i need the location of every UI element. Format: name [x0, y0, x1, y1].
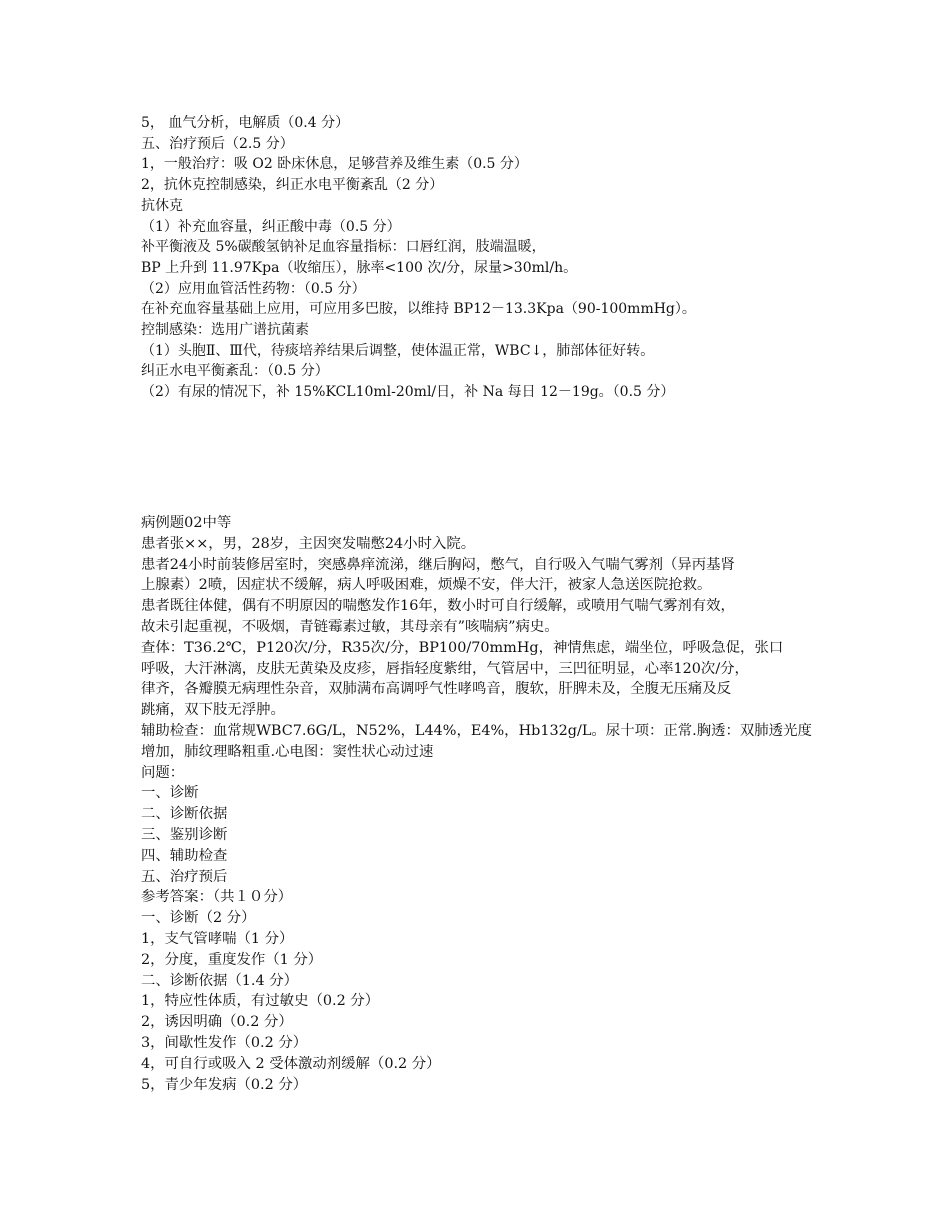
- text-line: 纠正水电平衡紊乱：（0.5 分）: [141, 363, 329, 380]
- text-line: 二、诊断依据（1.4 分）: [141, 972, 298, 989]
- text-line: 故未引起重视，不吸烟，青链霉素过敏，其母亲有”咳喘病”病史。: [141, 618, 559, 635]
- text-line: 呼吸，大汗淋漓，皮肤无黄染及皮疹，唇指轻度紫绀，气管居中，三凹征明显，心率120次/分，: [141, 660, 749, 677]
- text-line: 患者24小时前装修居室时，突感鼻痒流涕，继后胸闷，憋气，自行吸入气喘气雾剂（异丙基肾: [141, 556, 735, 573]
- text-line: 患者既往体健，偶有不明原因的喘憋发作16年，数小时可自行缓解，或喷用气喘气雾剂有效，: [141, 598, 735, 615]
- text-line: 2，抗休克控制感染，纠正水电平衡紊乱（2 分）: [141, 177, 444, 194]
- text-line: 2，诱因明确（0.2 分）: [141, 1014, 293, 1031]
- text-line: 1，一般治疗：吸 O2 卧床休息，足够营养及维生素（0.5 分）: [141, 156, 528, 173]
- answer-continuation-section: [141, 113, 821, 403]
- text-line: 一、诊断: [141, 785, 199, 802]
- text-line: 控制感染：选用广谱抗菌素: [141, 322, 309, 339]
- text-line: 1，特应性体质，有过敏史（0.2 分）: [141, 993, 380, 1010]
- text-line: 5， 血气分析，电解质（0.4 分）: [141, 115, 350, 131]
- text-line: （2）应用血管活性药物：（0.5 分）: [141, 280, 366, 297]
- text-line: 二、诊断依据: [141, 806, 228, 823]
- case-title: 病例题02中等: [141, 515, 232, 531]
- text-line: 查体：T36.2℃，P120次/分，R35次/分，BP100/70mmHg，神情焦虑，端坐位，呼吸急促，张口: [141, 639, 784, 656]
- text-line: 辅助检查：血常规WBC7.6G/L，N52%，L44%，E4%，Hb132g/L。尿十项：正常.胸透：双肺透光度: [141, 722, 812, 739]
- text-line: 律齐，各瓣膜无病理性杂音，双肺满布高调呼气性哮鸣音，腹软，肝脾未及，全腹无压痛及反: [141, 681, 732, 698]
- text-line: 上腺素）2喷，因症状不缓解，病人呼吸困难，烦燥不安，伴大汗，被家人急送医院抢救。: [141, 577, 712, 594]
- text-line: 跳痛，双下肢无浮肿。: [141, 702, 285, 719]
- case-question-section: [141, 513, 821, 1095]
- text-line: 1，支气管哮喘（1 分）: [141, 930, 294, 947]
- text-line: 五、治疗预后: [141, 868, 228, 885]
- text-line: 一、诊断（2 分）: [141, 910, 256, 927]
- text-line: 在补充血容量基础上应用，可应用多巴胺，以维持 BP12－13.3Kpa（90-100mmHg）。: [141, 301, 696, 318]
- text-line: （2）有尿的情况下，补 15%KCL10ml-20ml/日，补 Na 每日 12－19g。（0.5 分）: [141, 384, 675, 401]
- text-line: 补平衡液及 5%碳酸氢钠补足血容量指标：口唇红润，肢端温暖，: [141, 239, 546, 256]
- text-line: 抗休克: [141, 197, 183, 214]
- text-line: 患者张××，男，28岁，主因突发喘憋24小时入院。: [141, 535, 476, 552]
- text-line: 2，分度，重度发作（1 分）: [141, 951, 323, 968]
- text-line: 4，可自行或吸入 2 受体激动剂缓解（0.2 分）: [141, 1055, 441, 1072]
- text-line: 问题：: [141, 764, 185, 781]
- text-line: BP 上升到 11.97Kpa（收缩压），脉率<100 次/分，尿量>30ml/h。: [141, 259, 578, 276]
- text-line: 5，青少年发病（0.2 分）: [141, 1076, 308, 1093]
- text-line: 增加，肺纹理略粗重.心电图：窦性状心动过速: [141, 743, 434, 760]
- text-line: 3，间歇性发作（0.2 分）: [141, 1034, 308, 1051]
- text-line: 三、鉴别诊断: [141, 826, 228, 843]
- text-line: 四、辅助检查: [141, 847, 228, 864]
- text-line: （1）头胞Ⅱ、Ⅲ代，待痰培养结果后调整，使体温正常，WBC↓，肺部体征好转。: [141, 342, 655, 359]
- text-line: 五、治疗预后（2.5 分）: [141, 135, 294, 152]
- text-line: （1）补充血容量，纠正酸中毒（0.5 分）: [141, 218, 401, 235]
- text-line: 参考答案：（共１０分）: [141, 889, 293, 906]
